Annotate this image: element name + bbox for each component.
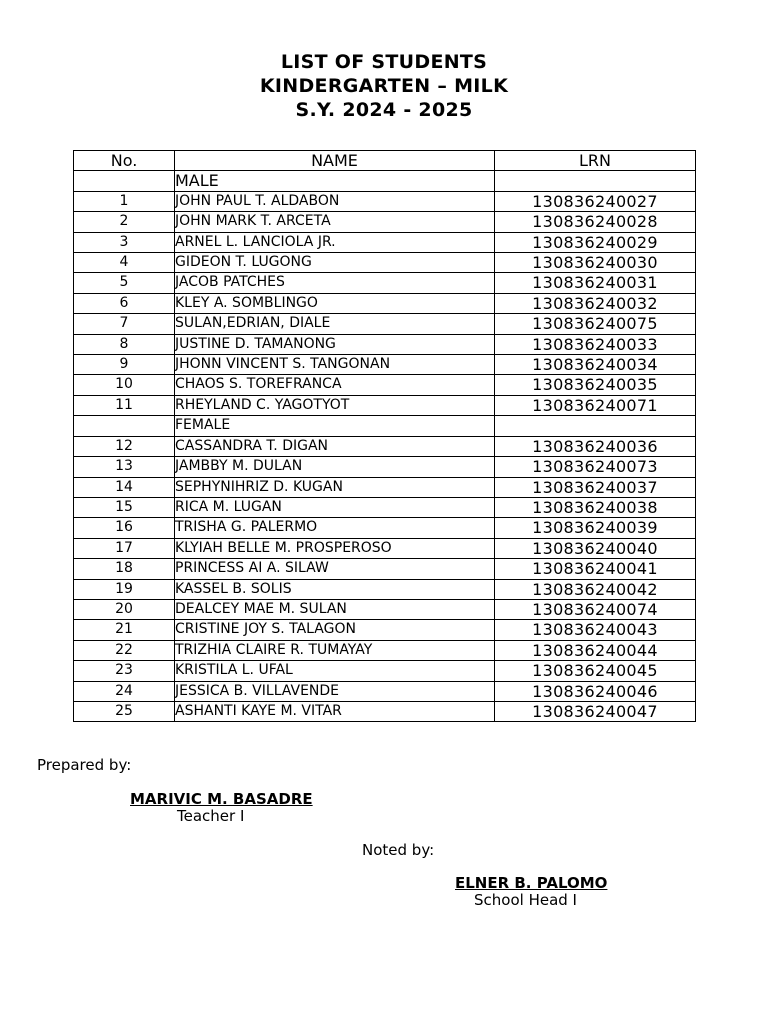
section-no-cell (74, 171, 175, 191)
section-row-male (74, 171, 696, 191)
preparer-name: MARIVIC M. BASADRE (130, 790, 313, 808)
student-name-cell: PRINCESS AI A. SILAW (175, 559, 495, 579)
student-lrn-cell: 130836240047 (495, 701, 696, 721)
table-row (74, 375, 696, 395)
table-row (74, 538, 696, 558)
student-number-cell: 22 (74, 640, 175, 660)
student-number-cell: 3 (74, 232, 175, 252)
student-lrn-cell: 130836240073 (495, 457, 696, 477)
student-name-cell: RICA M. LUGAN (175, 497, 495, 517)
noted-by-label: Noted by: (362, 841, 435, 859)
table-row (74, 395, 696, 415)
student-lrn-cell: 130836240043 (495, 620, 696, 640)
preparer-title: Teacher I (177, 807, 245, 825)
student-number-cell: 23 (74, 661, 175, 681)
table-row (74, 212, 696, 232)
student-lrn-cell: 130836240039 (495, 518, 696, 538)
student-lrn-cell: 130836240030 (495, 253, 696, 273)
student-name-cell: JACOB PATCHES (175, 273, 495, 293)
student-number-cell: 18 (74, 559, 175, 579)
table-row (74, 599, 696, 619)
student-number-cell: 15 (74, 497, 175, 517)
table-row (74, 681, 696, 701)
section-lrn-cell (495, 171, 696, 191)
student-lrn-cell: 130836240038 (495, 497, 696, 517)
student-lrn-cell: 130836240071 (495, 395, 696, 415)
student-name-cell: JOHN PAUL T. ALDABON (175, 191, 495, 211)
noter-name: ELNER B. PALOMO (455, 874, 608, 892)
section-row-female (74, 416, 696, 436)
student-number-cell: 1 (74, 191, 175, 211)
student-name-cell: ASHANTI KAYE M. VITAR (175, 701, 495, 721)
student-lrn-cell: 130836240044 (495, 640, 696, 660)
student-name-cell: JHONN VINCENT S. TANGONAN (175, 355, 495, 375)
student-number-cell: 10 (74, 375, 175, 395)
student-lrn-cell: 130836240040 (495, 538, 696, 558)
table-row (74, 620, 696, 640)
table-row (74, 355, 696, 375)
student-number-cell: 17 (74, 538, 175, 558)
student-lrn-cell: 130836240027 (495, 191, 696, 211)
column-header-no: No. (74, 151, 175, 171)
student-name-cell: ARNEL L. LANCIOLA JR. (175, 232, 495, 252)
student-name-cell: KLEY A. SOMBLINGO (175, 293, 495, 313)
table-row (74, 273, 696, 293)
student-name-cell: KLYIAH BELLE M. PROSPEROSO (175, 538, 495, 558)
student-name-cell: TRIZHIA CLAIRE R. TUMAYAY (175, 640, 495, 660)
student-name-cell: JAMBBY M. DULAN (175, 457, 495, 477)
table-row (74, 232, 696, 252)
student-name-cell: SEPHYNIHRIZ D. KUGAN (175, 477, 495, 497)
school-year: S.Y. 2024 - 2025 (295, 99, 473, 121)
table-row (74, 334, 696, 354)
table-row (74, 191, 696, 211)
student-lrn-cell: 130836240046 (495, 681, 696, 701)
student-lrn-cell: 130836240032 (495, 293, 696, 313)
student-number-cell: 19 (74, 579, 175, 599)
student-number-cell: 25 (74, 701, 175, 721)
student-lrn-cell: 130836240033 (495, 334, 696, 354)
document-title: LIST OF STUDENTS (280, 51, 488, 73)
student-lrn-cell: 130836240075 (495, 314, 696, 334)
student-lrn-cell: 130836240037 (495, 477, 696, 497)
student-lrn-cell: 130836240045 (495, 661, 696, 681)
student-list-table (73, 150, 696, 722)
student-number-cell: 11 (74, 395, 175, 415)
table-row (74, 640, 696, 660)
student-lrn-cell: 130836240031 (495, 273, 696, 293)
student-name-cell: JUSTINE D. TAMANONG (175, 334, 495, 354)
student-name-cell: SULAN,EDRIAN, DIALE (175, 314, 495, 334)
student-lrn-cell: 130836240035 (495, 375, 696, 395)
table-row (74, 253, 696, 273)
student-lrn-cell: 130836240034 (495, 355, 696, 375)
section-label-male: MALE (175, 171, 495, 191)
table-row (74, 436, 696, 456)
table-row (74, 314, 696, 334)
table-row (74, 701, 696, 721)
table-row (74, 293, 696, 313)
student-name-cell: CHAOS S. TOREFRANCA (175, 375, 495, 395)
student-number-cell: 13 (74, 457, 175, 477)
student-name-cell: KRISTILA L. UFAL (175, 661, 495, 681)
student-number-cell: 21 (74, 620, 175, 640)
column-header-name: NAME (175, 151, 495, 171)
student-name-cell: JOHN MARK T. ARCETA (175, 212, 495, 232)
student-name-cell: RHEYLAND C. YAGOTYOT (175, 395, 495, 415)
table-header-row (74, 151, 696, 171)
student-number-cell: 8 (74, 334, 175, 354)
student-number-cell: 9 (74, 355, 175, 375)
table-row (74, 477, 696, 497)
class-name: KINDERGARTEN – MILK (259, 75, 509, 97)
student-name-cell: TRISHA G. PALERMO (175, 518, 495, 538)
section-no-cell (74, 416, 175, 436)
section-lrn-cell (495, 416, 696, 436)
table-row (74, 457, 696, 477)
student-name-cell: KASSEL B. SOLIS (175, 579, 495, 599)
student-number-cell: 5 (74, 273, 175, 293)
student-lrn-cell: 130836240036 (495, 436, 696, 456)
column-header-lrn: LRN (495, 151, 696, 171)
student-number-cell: 6 (74, 293, 175, 313)
student-number-cell: 12 (74, 436, 175, 456)
student-number-cell: 14 (74, 477, 175, 497)
student-number-cell: 20 (74, 599, 175, 619)
student-lrn-cell: 130836240041 (495, 559, 696, 579)
section-label-female: FEMALE (175, 416, 495, 436)
student-number-cell: 7 (74, 314, 175, 334)
student-number-cell: 2 (74, 212, 175, 232)
table-row (74, 661, 696, 681)
student-name-cell: DEALCEY MAE M. SULAN (175, 599, 495, 619)
student-lrn-cell: 130836240029 (495, 232, 696, 252)
table-row (74, 518, 696, 538)
table-row (74, 559, 696, 579)
table-row (74, 579, 696, 599)
student-lrn-cell: 130836240074 (495, 599, 696, 619)
student-lrn-cell: 130836240042 (495, 579, 696, 599)
table-row (74, 497, 696, 517)
student-number-cell: 4 (74, 253, 175, 273)
noter-title: School Head I (474, 891, 577, 909)
student-number-cell: 16 (74, 518, 175, 538)
prepared-by-label: Prepared by: (37, 756, 132, 774)
student-lrn-cell: 130836240028 (495, 212, 696, 232)
table-body (74, 171, 696, 722)
student-name-cell: CRISTINE JOY S. TALAGON (175, 620, 495, 640)
student-name-cell: GIDEON T. LUGONG (175, 253, 495, 273)
student-number-cell: 24 (74, 681, 175, 701)
student-name-cell: JESSICA B. VILLAVENDE (175, 681, 495, 701)
student-name-cell: CASSANDRA T. DIGAN (175, 436, 495, 456)
document-header (0, 50, 768, 122)
